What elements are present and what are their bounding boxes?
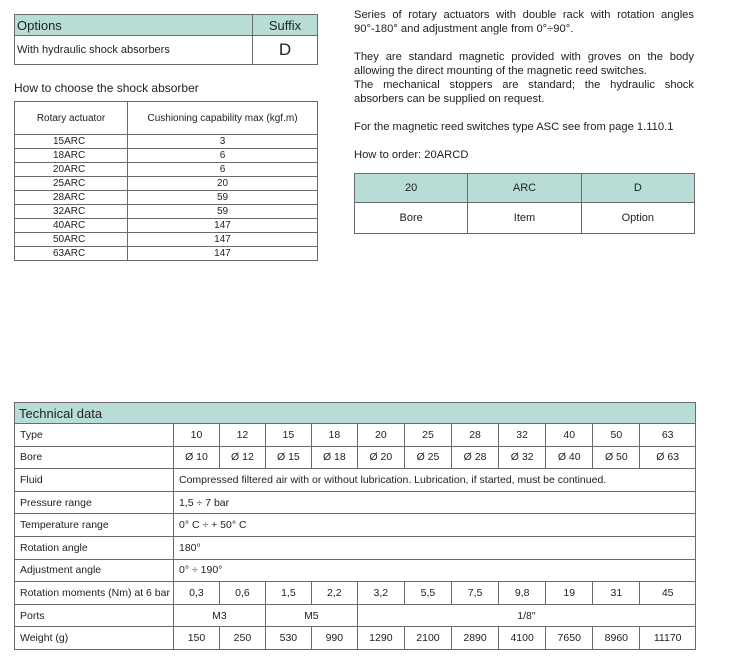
tech-label-bore: Bore bbox=[15, 446, 174, 469]
tech-row-moments bbox=[15, 582, 696, 605]
options-header-row bbox=[15, 15, 318, 36]
description-stoppers: The mechanical stoppers are standard; the hydraulic shock absorbers can be supplied on request. bbox=[354, 79, 694, 105]
tech-value-type: 40 bbox=[546, 424, 593, 447]
shock-table-row bbox=[15, 135, 318, 149]
tech-value-adjustment: 0° ÷ 190° bbox=[174, 559, 696, 582]
shock-cell-actuator: 63ARC bbox=[15, 247, 128, 261]
tech-value-moments: 5,5 bbox=[404, 582, 451, 605]
tech-value-bore: Ø 25 bbox=[404, 446, 451, 469]
shock-cell-capability: 59 bbox=[128, 191, 318, 205]
shock-table-row bbox=[15, 205, 318, 219]
options-row bbox=[15, 36, 318, 65]
options-header-label: Options bbox=[15, 15, 253, 36]
shock-table-body bbox=[15, 135, 318, 261]
shock-cell-actuator: 20ARC bbox=[15, 163, 128, 177]
order-code-row bbox=[355, 174, 695, 203]
tech-value-moments: 1,5 bbox=[265, 582, 311, 605]
shock-cell-actuator: 18ARC bbox=[15, 149, 128, 163]
shock-cell-actuator: 28ARC bbox=[15, 191, 128, 205]
tech-value-type: 50 bbox=[593, 424, 640, 447]
shock-table-row bbox=[15, 149, 318, 163]
shock-cell-actuator: 50ARC bbox=[15, 233, 128, 247]
shock-table-row bbox=[15, 191, 318, 205]
tech-value-type: 28 bbox=[452, 424, 499, 447]
tech-value-type: 63 bbox=[640, 424, 696, 447]
tech-row-weight bbox=[15, 627, 696, 650]
tech-label-weight: Weight (g) bbox=[15, 627, 174, 650]
tech-value-moments: 9,8 bbox=[499, 582, 546, 605]
order-code-bore: 20 bbox=[355, 174, 468, 203]
shock-table-row bbox=[15, 219, 318, 233]
tech-value-weight: 250 bbox=[219, 627, 265, 650]
tech-value-type: 32 bbox=[499, 424, 546, 447]
tech-value-weight: 2100 bbox=[404, 627, 451, 650]
tech-value-temperature: 0° C ÷ + 50° C bbox=[174, 514, 696, 537]
tech-value-type: 15 bbox=[265, 424, 311, 447]
tech-value-weight: 4100 bbox=[499, 627, 546, 650]
tech-value-weight: 150 bbox=[174, 627, 220, 650]
tech-value-ports-m5: M5 bbox=[265, 604, 357, 627]
shock-cell-actuator: 32ARC bbox=[15, 205, 128, 219]
tech-label-fluid: Fluid bbox=[15, 469, 174, 492]
tech-value-rotation: 180° bbox=[174, 536, 696, 559]
tech-value-bore: Ø 15 bbox=[265, 446, 311, 469]
order-label-bore: Bore bbox=[355, 203, 468, 234]
shock-cell-capability: 6 bbox=[128, 149, 318, 163]
tech-value-moments: 2,2 bbox=[311, 582, 357, 605]
shock-table-row bbox=[15, 247, 318, 261]
tech-value-bore: Ø 18 bbox=[311, 446, 357, 469]
technical-data-table bbox=[14, 402, 696, 650]
shock-table-row bbox=[15, 233, 318, 247]
tech-value-weight: 7650 bbox=[546, 627, 593, 650]
shock-header-capability: Cushioning capability max (kgf.m) bbox=[128, 102, 318, 135]
tech-value-fluid: Compressed filtered air with or without lubrication. Lubrication, if started, must be continued. bbox=[174, 469, 696, 492]
description-magnetic: They are standard magnetic provided with groves on the body allowing the direct mounting of the magnetic reed switches. bbox=[354, 51, 694, 77]
tech-value-type: 12 bbox=[219, 424, 265, 447]
tech-label-moments: Rotation moments (Nm) at 6 bar bbox=[15, 582, 174, 605]
tech-label-rotation: Rotation angle bbox=[15, 536, 174, 559]
tech-value-moments: 3,2 bbox=[357, 582, 404, 605]
tech-value-ports-1-8: 1/8" bbox=[357, 604, 695, 627]
tech-value-weight: 2890 bbox=[452, 627, 499, 650]
tech-value-moments: 0,6 bbox=[219, 582, 265, 605]
shock-absorber-table bbox=[14, 101, 318, 261]
tech-row-type bbox=[15, 424, 696, 447]
shock-table-row bbox=[15, 163, 318, 177]
tech-value-pressure: 1,5 ÷ 7 bar bbox=[174, 491, 696, 514]
options-row-label: With hydraulic shock absorbers bbox=[15, 36, 253, 65]
tech-value-moments: 45 bbox=[640, 582, 696, 605]
tech-value-bore: Ø 50 bbox=[593, 446, 640, 469]
shock-cell-capability: 20 bbox=[128, 177, 318, 191]
tech-value-weight: 1290 bbox=[357, 627, 404, 650]
tech-value-moments: 31 bbox=[593, 582, 640, 605]
tech-value-type: 10 bbox=[174, 424, 220, 447]
tech-value-bore: Ø 32 bbox=[499, 446, 546, 469]
shock-cell-capability: 147 bbox=[128, 247, 318, 261]
tech-row-fluid bbox=[15, 469, 696, 492]
tech-label-ports: Ports bbox=[15, 604, 174, 627]
shock-cell-actuator: 15ARC bbox=[15, 135, 128, 149]
tech-value-bore: Ø 63 bbox=[640, 446, 696, 469]
shock-table-row bbox=[15, 177, 318, 191]
tech-label-pressure: Pressure range bbox=[15, 491, 174, 514]
order-label-item: Item bbox=[468, 203, 581, 234]
description-reed-switches: For the magnetic reed switches type ASC see from page 1.110.1 bbox=[354, 121, 674, 133]
order-code-item: ARC bbox=[468, 174, 581, 203]
order-code-option: D bbox=[581, 174, 694, 203]
tech-value-bore: Ø 28 bbox=[452, 446, 499, 469]
order-label-option: Option bbox=[581, 203, 694, 234]
tech-value-type: 20 bbox=[357, 424, 404, 447]
tech-row-rotation bbox=[15, 536, 696, 559]
description-block bbox=[354, 8, 694, 162]
shock-cell-actuator: 25ARC bbox=[15, 177, 128, 191]
tech-value-moments: 19 bbox=[546, 582, 593, 605]
shock-cell-capability: 59 bbox=[128, 205, 318, 219]
shock-cell-actuator: 40ARC bbox=[15, 219, 128, 233]
shock-cell-capability: 6 bbox=[128, 163, 318, 177]
how-to-order: How to order: 20ARCD bbox=[354, 149, 469, 161]
shock-header-actuator: Rotary actuator bbox=[15, 102, 128, 135]
tech-value-bore: Ø 20 bbox=[357, 446, 404, 469]
tech-value-bore: Ø 40 bbox=[546, 446, 593, 469]
shock-section-title: How to choose the shock absorber bbox=[14, 81, 199, 95]
tech-label-adjustment: Adjustment angle bbox=[15, 559, 174, 582]
tech-value-type: 25 bbox=[404, 424, 451, 447]
tech-label-type: Type bbox=[15, 424, 174, 447]
order-code-table bbox=[354, 173, 695, 234]
tech-value-moments: 0,3 bbox=[174, 582, 220, 605]
tech-row-temperature bbox=[15, 514, 696, 537]
shock-cell-capability: 3 bbox=[128, 135, 318, 149]
shock-cell-capability: 147 bbox=[128, 219, 318, 233]
technical-title: Technical data bbox=[15, 403, 696, 424]
tech-value-weight: 11170 bbox=[640, 627, 696, 650]
tech-row-ports bbox=[15, 604, 696, 627]
tech-value-type: 18 bbox=[311, 424, 357, 447]
options-row-suffix: D bbox=[253, 36, 318, 65]
tech-value-bore: Ø 10 bbox=[174, 446, 220, 469]
tech-value-moments: 7,5 bbox=[452, 582, 499, 605]
tech-value-weight: 8960 bbox=[593, 627, 640, 650]
tech-row-bore bbox=[15, 446, 696, 469]
order-label-row bbox=[355, 203, 695, 234]
description-intro: Series of rotary actuators with double rack with rotation angles 90°-180° and adjustment angle from 0°÷90°. bbox=[354, 9, 694, 35]
shock-cell-capability: 147 bbox=[128, 233, 318, 247]
tech-value-weight: 990 bbox=[311, 627, 357, 650]
tech-value-bore: Ø 12 bbox=[219, 446, 265, 469]
tech-label-temperature: Temperature range bbox=[15, 514, 174, 537]
shock-header-row bbox=[15, 102, 318, 135]
tech-row-pressure bbox=[15, 491, 696, 514]
tech-row-adjustment bbox=[15, 559, 696, 582]
tech-value-ports-m3: M3 bbox=[174, 604, 266, 627]
options-header-suffix: Suffix bbox=[253, 15, 318, 36]
options-table bbox=[14, 14, 318, 65]
technical-title-row bbox=[15, 403, 696, 424]
tech-value-weight: 530 bbox=[265, 627, 311, 650]
